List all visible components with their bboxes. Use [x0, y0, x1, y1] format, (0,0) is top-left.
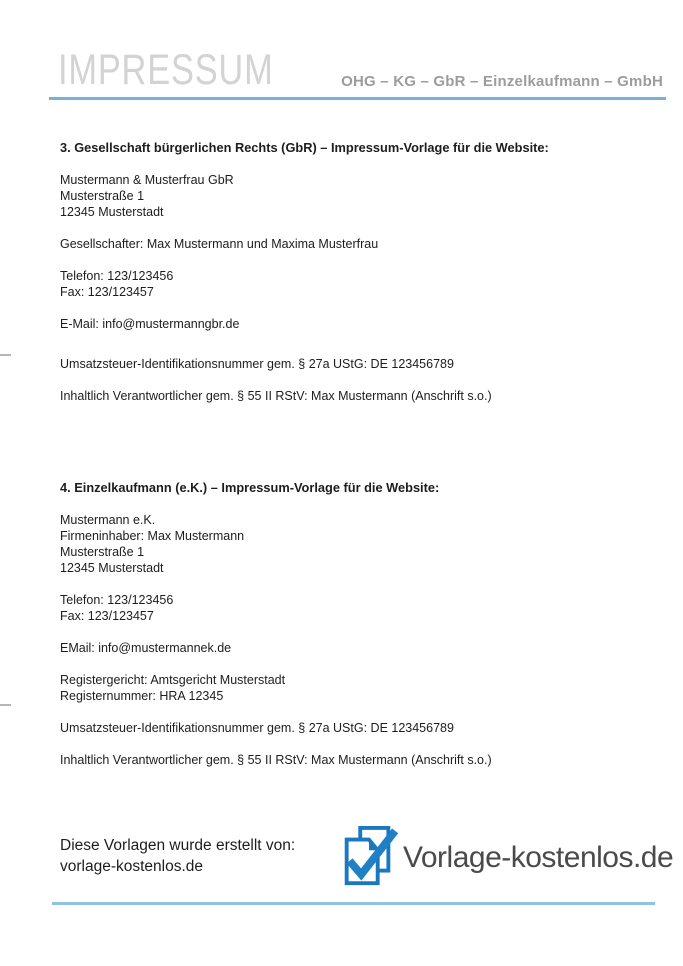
text-line: Telefon: 123/123456: [60, 593, 174, 607]
footer-credit-site: vorlage-kostenlos.de: [60, 858, 204, 875]
section-paragraphs: [60, 172, 655, 404]
paragraph: [60, 752, 655, 768]
text-line: Umsatzsteuer-Identifikationsnummer gem. § 27a UStG: DE 123456789: [60, 721, 454, 735]
footer-credit: [60, 835, 295, 877]
paragraph: [60, 720, 655, 736]
page-title: IMPRESSUM: [58, 46, 274, 94]
text-line: Firmeninhaber: Max Mustermann: [60, 529, 245, 543]
paragraph: [60, 388, 655, 404]
text-line: Inhaltlich Verantwortlicher gem. § 55 II RStV: Max Mustermann (Anschrift s.o.): [60, 389, 492, 403]
text-line: Musterstraße 1: [60, 189, 145, 203]
text-line: 12345 Musterstadt: [60, 205, 164, 219]
header-subtitle: OHG – KG – GbR – Einzelkaufmann – GmbH: [341, 73, 663, 90]
text-line: Registergericht: Amtsgericht Musterstadt: [60, 673, 286, 687]
paragraph: [60, 172, 655, 220]
footer-credit-line: Diese Vorlagen wurde erstellt von:: [60, 837, 296, 854]
section-heading: 3. Gesellschaft bürgerlichen Rechts (GbR) – Impressum-Vorlage für die Website:: [60, 140, 549, 155]
paragraph: [60, 316, 655, 332]
paragraph: [60, 512, 655, 576]
paragraph: [60, 236, 655, 252]
text-line: Fax: 123/123457: [60, 609, 154, 623]
logo-text: Vorlage-kostenlos.de: [403, 841, 674, 874]
paragraph: [60, 268, 655, 300]
header-divider: [49, 97, 666, 100]
text-line: EMail: info@mustermannek.de: [60, 641, 232, 655]
paragraph: [60, 592, 655, 624]
fold-mark: [0, 704, 11, 706]
text-line: Telefon: 123/123456: [60, 269, 174, 283]
fold-mark: [0, 354, 11, 356]
text-line: Fax: 123/123457: [60, 285, 154, 299]
footer-divider: [52, 902, 655, 905]
document-body: [60, 140, 655, 768]
text-line: Mustermann & Musterfrau GbR: [60, 173, 234, 187]
text-line: E-Mail: info@mustermanngbr.de: [60, 317, 240, 331]
section-heading: 4. Einzelkaufmann (e.K.) – Impressum-Vorlage für die Website:: [60, 480, 440, 495]
section-gbr: [60, 140, 655, 404]
vorlage-kostenlos-logo: [336, 824, 673, 892]
text-line: Mustermann e.K.: [60, 513, 156, 527]
text-line: 12345 Musterstadt: [60, 561, 164, 575]
text-line: Inhaltlich Verantwortlicher gem. § 55 II RStV: Max Mustermann (Anschrift s.o.): [60, 753, 492, 767]
text-line: Musterstraße 1: [60, 545, 145, 559]
text-line: Gesellschafter: Max Mustermann und Maxima Musterfrau: [60, 237, 379, 251]
paragraph: [60, 356, 655, 372]
text-line: Umsatzsteuer-Identifikationsnummer gem. § 27a UStG: DE 123456789: [60, 357, 454, 371]
text-line: Registernummer: HRA 12345: [60, 689, 224, 703]
document-check-icon: [336, 824, 400, 892]
section-paragraphs: [60, 512, 655, 768]
paragraph: [60, 672, 655, 704]
section-einzelkaufmann: [60, 480, 655, 768]
paragraph: [60, 640, 655, 656]
